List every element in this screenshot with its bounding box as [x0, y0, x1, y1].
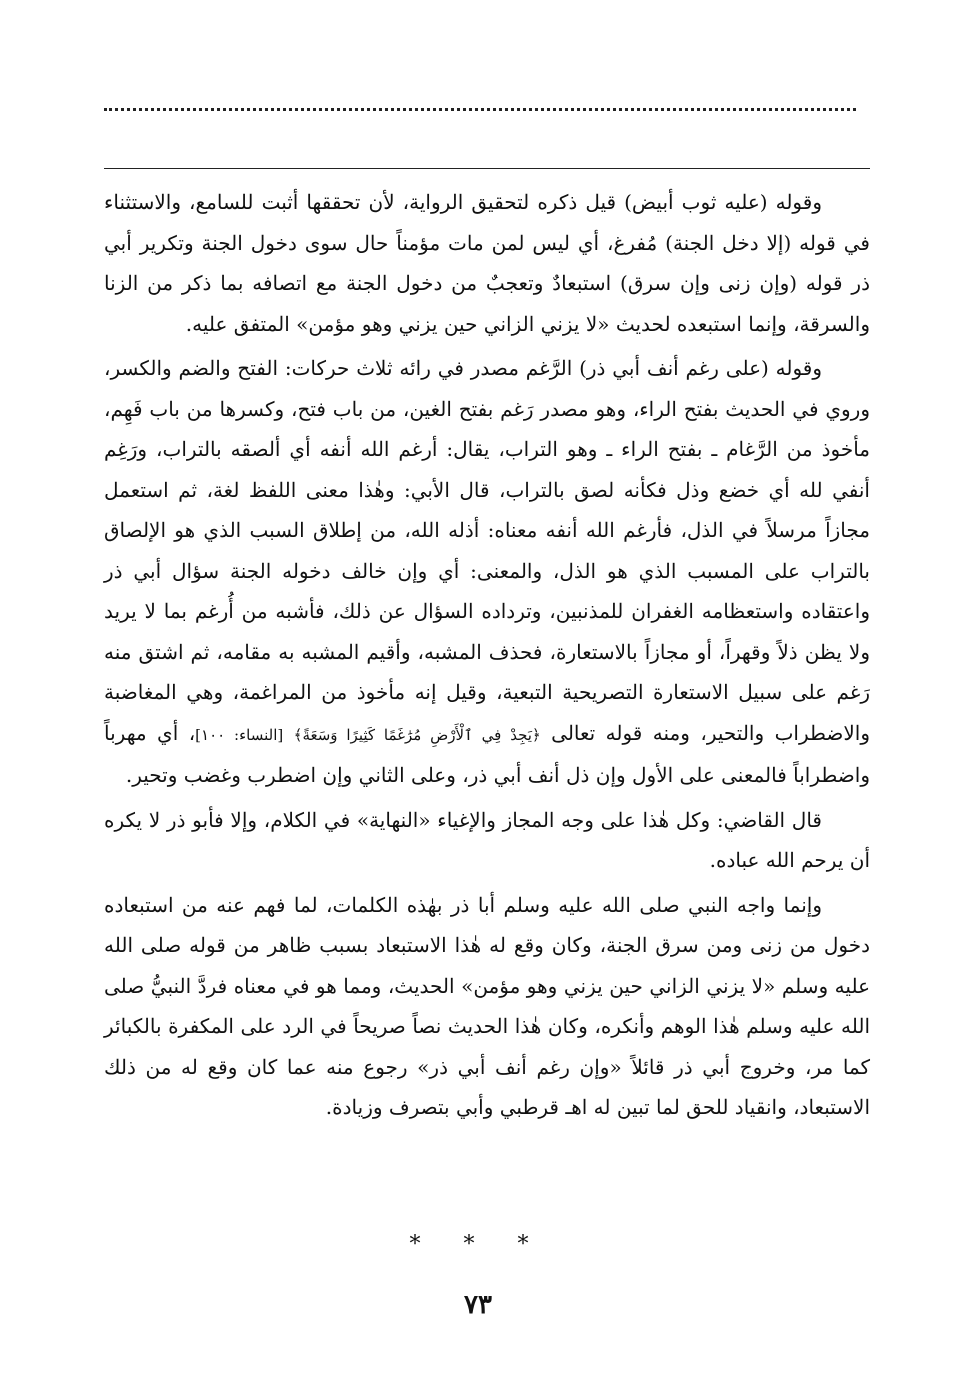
commentary-text — [104, 182, 870, 1128]
section-separator-stars: * * * — [409, 1232, 547, 1257]
paragraph-2 — [104, 348, 870, 796]
header-rule — [104, 168, 870, 169]
paragraph-2-text-before-verse: وقوله (على رغم أنف أبي ذر) الرَّغم مصدر في رائه ثلاث حركات: الفتح والضم والكسر، وروي في الحديث بفتح الراء، وهو مصدر رَغم بفتح الغين، من باب فتح، وكسرها من باب فَهِم، مأخوذ من الرَّغام ـ بفتح الراء ـ وهو التراب، يقال: أرغم الله أنفه أي ألصقه بالتراب، ورَغِم أنفي لله أي خضع وذل فكأنه لصق بالتراب، قال الأبي: وهٰذا معنى اللفظ لغة، ثم استعمل مجازاً مرسلاً في الذل، فأرغم الله أنفه معناه: أذله الله، من إطلاق السبب الذي هو الإلصاق بالتراب على المسبب الذي هو الذل، والمعنى: أي وإن خالف دخوله الجنة سؤال أبي ذر واعتقاده واستعظامه الغفران للمذنبين، وترداده السؤال عن ذلك، فأشبه من أُرغم بما لا يريد ولا يظن ذلاً وقهراً، أو مجازاً بالاستعارة، فحذف المشبه، وأقيم المشبه به مقامه، ثم اشتق منه رَغم على سبيل الاستعارة التصريحية التبعية، وقيل إنه مأخوذ من المراغمة، وهي المغاضبة والاضطراب والتحير، ومنه قوله تعالى — [104, 356, 871, 745]
paragraph-2-text-after-verse: ، أي مهرباً واضطراباً فالمعنى على الأول وإن ذل أنف أبي ذر، وعلى الثاني وإن اضطرب وغضب وتحير. — [104, 720, 870, 787]
paragraph-4: وإنما واجه النبي صلى الله عليه وسلم أبا ذر بهٰذه الكلمات، لما فهم عنه من استبعاده دخول من زنى ومن سرق الجنة، وكان وقع له هٰذا الاستبعاد بسبب ظاهر من قوله صلى الله عليه وسلم «لا يزني الزاني حين يزني وهو مؤمن» الحديث، ومما هو في معناه فردَّ النبيُّ صلى الله عليه وسلم هٰذا الوهم وأنكره، وكان هٰذا الحديث نصاً صريحاً في الرد على المكفرة بالكبائر كما مر، وخروج أبي ذر قائلاً «وإن رغم أنف أبي ذر» رجوع منه عما كان وقع له من ذلك الاستبعاد، وانقياد للحق لما تبين له اهـ قرطبي وأبي بتصرف وزيادة. — [104, 892, 870, 1119]
page-number: ٧٣ — [464, 1290, 492, 1320]
paragraph-1: وقوله (عليه ثوب أبيض) قيل ذكره لتحقيق الرواية، لأن تحققها أثبت للسامع، والاستثناء في قوله (إلا دخل الجنة) مُفرغ، أي ليس لمن مات مؤمناً حال سوى دخول الجنة وتكرير أبي ذر قوله (وإن زنى وإن سرق) استبعادٌ وتعجبٌ من دخول الجنة مع اتصافه بما ذكر من الزنا والسرقة، وإنما استبعده لحديث «لا يزني الزاني حين يزني وهو مؤمن» المتفق عليه. — [104, 190, 870, 336]
paragraph-3: قال القاضي: وكل هٰذا على وجه المجاز والإغياء «النهاية» في الكلام، وإلا فأبو ذر لا يكره أن يرحم الله عباده. — [104, 807, 870, 872]
dotted-separator-line — [104, 108, 856, 111]
quran-reference: [النساء: ١٠٠] — [195, 725, 284, 744]
quran-verse: ﴿يَجِدْ فِي ٱلْأَرْضِ مُرَٰغَمًا كَثِيرًا وَسَعَةً﴾ — [293, 725, 541, 744]
